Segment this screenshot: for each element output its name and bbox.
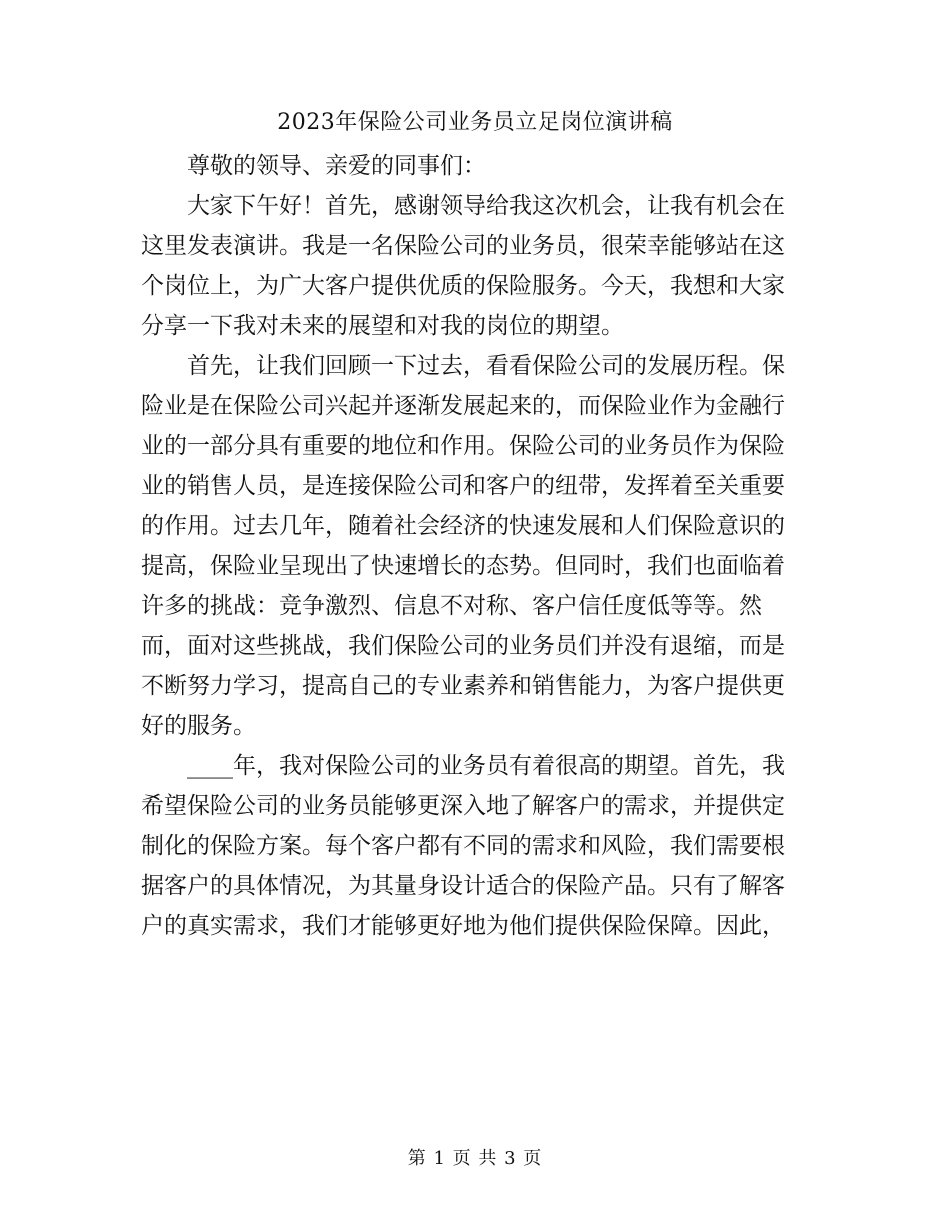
salutation: 尊敬的领导、亲爱的同事们： [187,153,486,179]
page-footer: 第 1 页 共 3 页 [407,1148,543,1169]
text-line: 不断努力学习，提高自己的专业素养和销售能力，为客户提供更 [141,673,785,699]
text-line: 这里发表演讲。我是一名保险公司的业务员，很荣幸能够站在这 [141,233,785,259]
text-line: 个岗位上，为广大客户提供优质的保险服务。今天，我想和大家 [141,273,785,299]
text-line: 险业是在保险公司兴起并逐渐发展起来的，而保险业作为金融行 [141,393,785,419]
paragraph-3 [141,746,803,946]
text-line: 希望保险公司的业务员能够更深入地了解客户的需求，并提供定 [141,793,785,819]
text-line: 大家下午好！首先，感谢领导给我这次机会，让我有机会在 [187,193,785,219]
text-line: 分享一下我对未来的展望和对我的岗位的期望。 [141,313,624,339]
document-body [141,146,803,946]
text-line: ____年，我对保险公司的业务员有着很高的期望。首先，我 [187,753,785,779]
text-line: 许多的挑战：竞争激烈、信息不对称、客户信任度低等等。然 [141,593,762,619]
text-line: 业的销售人员，是连接保险公司和客户的纽带，发挥着至关重要 [141,473,785,499]
paragraph-2 [141,346,803,746]
text-line: 业的一部分具有重要的地位和作用。保险公司的业务员作为保险 [141,433,785,459]
text-line: 首先，让我们回顾一下过去，看看保险公司的发展历程。保 [187,353,785,379]
document-title: 2023年保险公司业务员立足岗位演讲稿 [277,110,673,135]
text-line: 户的真实需求，我们才能够更好地为他们提供保险保障。因此， [141,913,785,939]
text-line: 的作用。过去几年，随着社会经济的快速发展和人们保险意识的 [141,513,785,539]
text-line: 好的服务。 [141,713,256,739]
text-line: 据客户的具体情况，为其量身设计适合的保险产品。只有了解客 [141,873,785,899]
text-line: 而，面对这些挑战，我们保险公司的业务员们并没有退缩，而是 [141,633,785,659]
text-line: 制化的保险方案。每个客户都有不同的需求和风险，我们需要根 [141,833,785,859]
paragraph-1 [141,186,803,346]
text-line: 提高，保险业呈现出了快速增长的态势。但同时，我们也面临着 [141,553,785,579]
